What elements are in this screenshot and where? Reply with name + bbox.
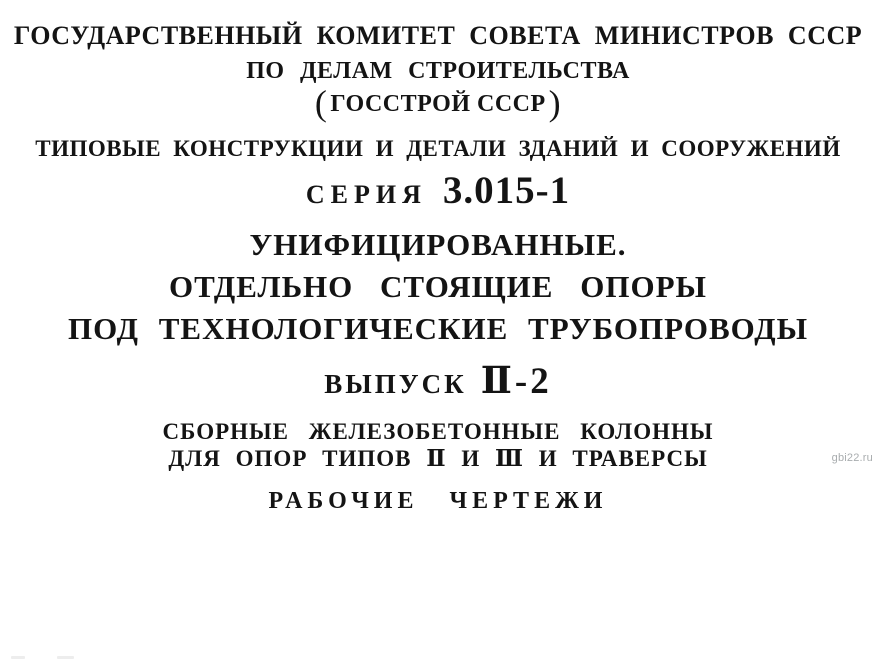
series-line: [0, 170, 876, 213]
subtitle-line-2: ДЛЯ ОПОР ТИПОВ Ⅱ И Ⅲ И ТРАВЕРСЫ: [168, 446, 708, 471]
watermark-text: gbi22.ru: [831, 452, 873, 464]
org-abbreviation: ГОССТРОЙ СССР: [330, 91, 546, 117]
main-title-line-2: ОТДЕЛЬНО СТОЯЩИЕ ОПОРЫ: [169, 269, 707, 304]
committee-name-line-1: ГОСУДАРСТВЕННЫЙ КОМИТЕТ СОВЕТА МИНИСТРОВ СССР: [13, 21, 863, 50]
series-number: 3.015-1: [442, 169, 571, 212]
issue-line: [0, 362, 876, 403]
committee-name-line-2: ПО ДЕЛАМ СТРОИТЕЛЬСТВА: [246, 58, 630, 84]
paren-close: ): [548, 83, 562, 123]
scan-artifact: [11, 656, 25, 659]
issue-number: Ⅱ-2: [480, 361, 552, 402]
working-drawings-label: РАБОЧИЕ ЧЕРТЕЖИ: [268, 488, 608, 514]
subtitle-line-1: СБОРНЫЕ ЖЕЛЕЗОБЕТОННЫЕ КОЛОННЫ: [162, 419, 714, 444]
paren-open: (: [314, 83, 328, 123]
catalog-series-description: ТИПОВЫЕ КОНСТРУКЦИИ И ДЕТАЛИ ЗДАНИЙ И СООРУЖЕНИЙ: [35, 136, 841, 161]
issue-label: ВЫПУСК: [324, 369, 467, 399]
main-title-line-1: УНИФИЦИРОВАННЫЕ.: [249, 227, 627, 262]
series-label: СЕРИЯ: [305, 180, 427, 209]
main-title-line-3: ПОД ТЕХНОЛОГИЧЕСКИЕ ТРУБОПРОВОДЫ: [67, 311, 809, 346]
org-abbreviation-line: [0, 84, 876, 124]
scan-artifact: [57, 656, 74, 659]
